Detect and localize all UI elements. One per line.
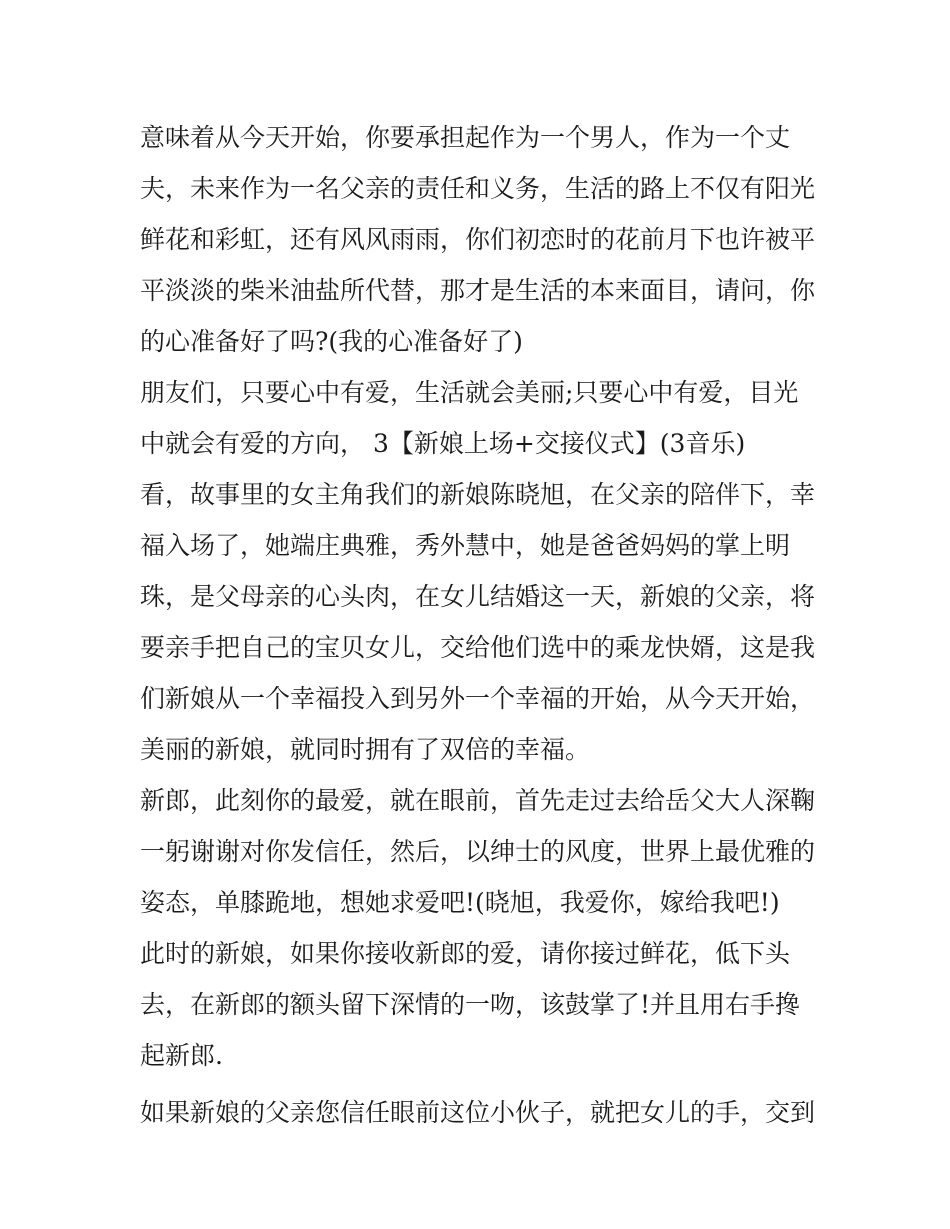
paragraph-6: 如果新娘的父亲您信任眼前这位小伙子，就把女儿的手，交到 — [140, 1098, 816, 1127]
paragraph-4: 新郎，此刻你的最爱，就在眼前，首先走过去给岳父大人深鞠一躬谢谢对你发信任，然后，以绅士的风度，世界上最优雅的姿态，单膝跪地，想她求爱吧!(晓旭，我爱你，嫁给我吧!) — [140, 786, 816, 917]
document-body — [140, 112, 815, 1138]
paragraph-2: 朋友们，只要心中有爱，生活就会美丽;只要心中有爱，目光中就会有爱的方向， 3【新娘上场+交接仪式】(3音乐) — [140, 378, 799, 458]
paragraph-3: 看，故事里的女主角我们的新娘陈晓旭，在父亲的陪伴下，幸福入场了，她端庄典雅，秀外慧中，她是爸爸妈妈的掌上明珠，是父母亲的心头肉，在女儿结婚这一天，新娘的父亲，将要亲手把自己的宝贝女儿，交给他们选中的乘龙快婿，这是我们新娘从一个幸福投入到另外一个幸福的开始，从今天开始，美丽的新娘，就同时拥有了双倍的幸福。 — [140, 480, 816, 764]
paragraph-1: 意味着从今天开始，你要承担起作为一个男人，作为一个丈夫，未来作为一名父亲的责任和义务，生活的路上不仅有阳光鲜花和彩虹，还有风风雨雨，你们初恋时的花前月下也许被平平淡淡的柴米油盐所代替，那才是生活的本来面目，请问，你的心准备好了吗?(我的心准备好了) — [140, 123, 816, 356]
paragraph-5: 此时的新娘，如果你接收新郎的爱，请你接过鲜花，低下头去，在新郎的额头留下深情的一吻，该鼓掌了!并且用右手搀起新郎. — [140, 939, 801, 1070]
